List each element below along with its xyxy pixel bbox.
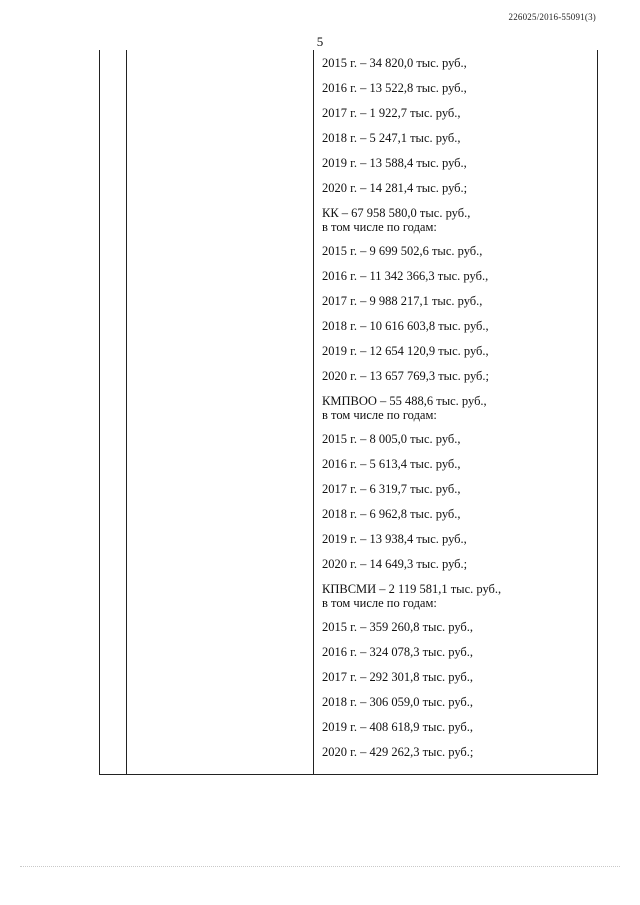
funding-entry-text: 2019 г. – 12 654 120,9 тыс. руб., (322, 344, 489, 358)
funding-entry (322, 206, 592, 234)
funding-entry (322, 269, 592, 283)
funding-entry (322, 532, 592, 546)
funding-entry (322, 106, 592, 120)
funding-entry (322, 745, 592, 759)
funding-entry-text: 2019 г. – 13 588,4 тыс. руб., (322, 156, 467, 170)
funding-entry (322, 620, 592, 634)
funding-entry-text: 2018 г. – 10 616 603,8 тыс. руб., (322, 319, 489, 333)
funding-entry-subtext: в том числе по годам: (322, 408, 437, 422)
funding-entry (322, 344, 592, 358)
funding-entry (322, 181, 592, 195)
funding-entry (322, 319, 592, 333)
document-id: 226025/2016-55091(3) (508, 12, 596, 22)
funding-entry-text: КПВСМИ – 2 119 581,1 тыс. руб., (322, 582, 502, 596)
funding-entry (322, 645, 592, 659)
funding-entry (322, 482, 592, 496)
funding-entry-text: 2016 г. – 11 342 366,3 тыс. руб., (322, 269, 489, 283)
funding-entry-text: 2015 г. – 8 005,0 тыс. руб., (322, 432, 461, 446)
funding-entry (322, 244, 592, 258)
funding-entry-text: 2020 г. – 14 649,3 тыс. руб.; (322, 557, 468, 571)
funding-entry-text: 2018 г. – 6 962,8 тыс. руб., (322, 507, 461, 521)
funding-entry (322, 432, 592, 446)
funding-entry (322, 720, 592, 734)
funding-entries (322, 56, 592, 770)
funding-entry-text: 2018 г. – 306 059,0 тыс. руб., (322, 695, 474, 709)
funding-entry (322, 81, 592, 95)
funding-entry (322, 670, 592, 684)
funding-entry-text: 2017 г. – 292 301,8 тыс. руб., (322, 670, 474, 684)
page-number: 5 (316, 34, 324, 49)
funding-entry-text: 2017 г. – 9 988 217,1 тыс. руб., (322, 294, 483, 308)
funding-entry (322, 582, 592, 610)
funding-entry (322, 457, 592, 471)
funding-entry (322, 394, 592, 422)
funding-entry-subtext: в том числе по годам: (322, 596, 437, 610)
funding-entry-text: 2019 г. – 13 938,4 тыс. руб., (322, 532, 467, 546)
funding-entry-text: 2017 г. – 1 922,7 тыс. руб., (322, 106, 461, 120)
funding-table (99, 50, 598, 775)
funding-entry-subtext: в том числе по годам: (322, 220, 437, 234)
scan-noise-dots (20, 866, 620, 871)
funding-entry (322, 557, 592, 571)
funding-entry-text: КМПВОО – 55 488,6 тыс. руб., (322, 394, 487, 408)
funding-entry (322, 369, 592, 383)
funding-entry (322, 56, 592, 70)
funding-entry (322, 695, 592, 709)
funding-entry (322, 156, 592, 170)
funding-entry (322, 507, 592, 521)
funding-entry-text: 2016 г. – 324 078,3 тыс. руб., (322, 645, 474, 659)
funding-entry-text: 2017 г. – 6 319,7 тыс. руб., (322, 482, 461, 496)
funding-entry-text: 2015 г. – 9 699 502,6 тыс. руб., (322, 244, 483, 258)
funding-entry-text: 2016 г. – 13 522,8 тыс. руб., (322, 81, 467, 95)
funding-entry-text: 2015 г. – 34 820,0 тыс. руб., (322, 56, 467, 70)
funding-entry-text: 2019 г. – 408 618,9 тыс. руб., (322, 720, 474, 734)
funding-entry-text: 2015 г. – 359 260,8 тыс. руб., (322, 620, 474, 634)
funding-entry-text: 2016 г. – 5 613,4 тыс. руб., (322, 457, 461, 471)
funding-entry-text: 2020 г. – 14 281,4 тыс. руб.; (322, 181, 468, 195)
funding-entry (322, 131, 592, 145)
funding-entry-text: 2020 г. – 429 262,3 тыс. руб.; (322, 745, 474, 759)
column-divider-1 (126, 50, 127, 774)
funding-entry (322, 294, 592, 308)
funding-entry-text: 2020 г. – 13 657 769,3 тыс. руб.; (322, 369, 490, 383)
funding-entry-text: КК – 67 958 580,0 тыс. руб., (322, 206, 471, 220)
column-divider-2 (313, 50, 314, 774)
funding-entry-text: 2018 г. – 5 247,1 тыс. руб., (322, 131, 461, 145)
